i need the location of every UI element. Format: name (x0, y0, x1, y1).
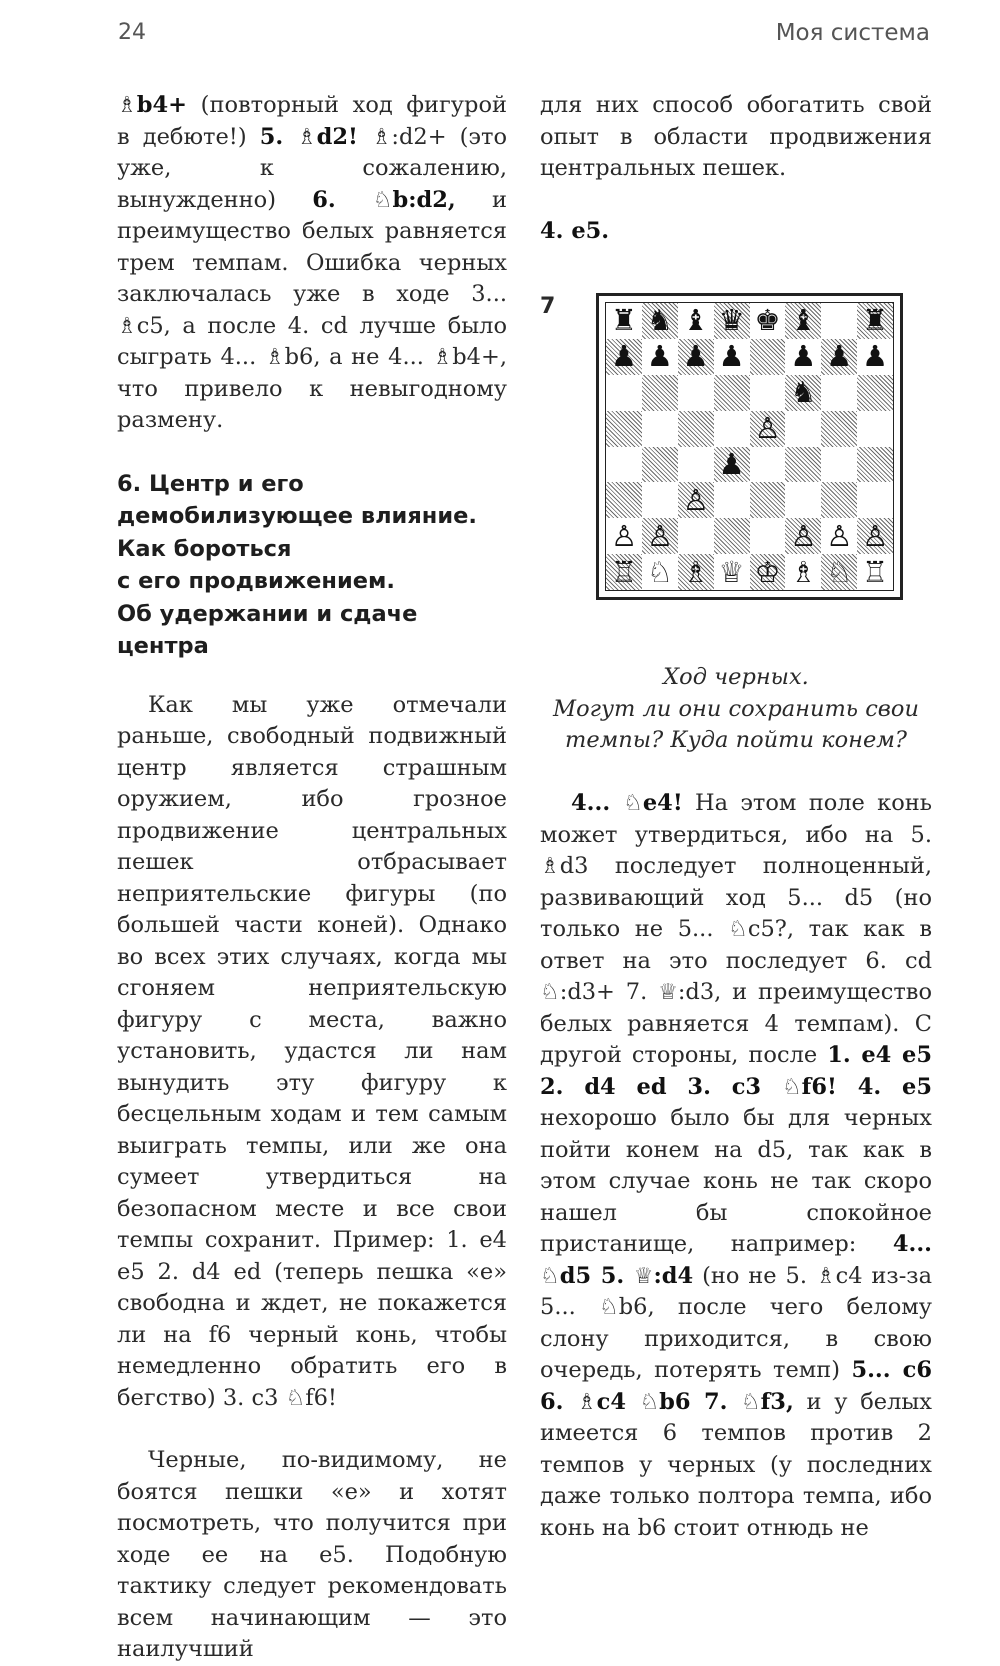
square-b4 (642, 447, 678, 483)
square-g1 (821, 554, 857, 590)
chess-piece-icon: ♗ (790, 554, 817, 589)
square-f8 (785, 303, 821, 339)
chess-board (605, 302, 894, 591)
square-h6 (857, 375, 893, 411)
chess-piece-icon: ♔ (754, 554, 781, 589)
move-notation: b4+ (136, 92, 187, 118)
square-c1 (678, 554, 714, 590)
chess-piece-icon: ♟ (826, 339, 853, 374)
square-h3 (857, 482, 893, 518)
text-run: нехорошо было бы для черных пойти конем на d5, так как в этом случае конь не так скоро нашел бы спокойное пристанище, например: (540, 1105, 932, 1257)
square-h8 (857, 303, 893, 339)
section-heading-line: с его продвижением. (117, 568, 395, 594)
chess-piece-icon: ♟ (682, 339, 709, 374)
text-run: d3 последует полноценный, развивающий ход 5... d5 (но только не 5... (540, 853, 932, 942)
square-e6 (750, 375, 786, 411)
text-run: Черные, по-видимому, не боятся пешки «е» и хотят посмотреть, что получится при ходе ее на e5. Подобную тактику следует рекомендовать всем начинающим — это наилучший (117, 1447, 507, 1662)
section-heading-line: 6. Центр и его (117, 470, 304, 497)
chess-piece-icon: ♙ (682, 482, 709, 517)
section-heading (117, 468, 507, 663)
square-g2 (821, 518, 857, 554)
diagram-caption (540, 662, 932, 757)
square-h5 (857, 411, 893, 447)
chess-piece-icon: ♗ (117, 93, 137, 118)
caption-line: Ход черных. (663, 664, 809, 690)
section-heading-line: демобилизующее влияние. (117, 503, 477, 529)
chess-piece-icon: ♞ (646, 303, 673, 338)
text-run: :d3, и преимущество белых равняется 4 темпам). С другой стороны, после (540, 979, 932, 1068)
square-c5 (678, 411, 714, 447)
chess-piece-icon: ♘ (372, 187, 393, 213)
caption-line: Могут ли они сохранить свои (553, 695, 919, 722)
square-g3 (821, 482, 857, 518)
diagram-number: 7 (540, 294, 556, 319)
chess-piece-icon: ♘ (599, 1295, 619, 1320)
chess-piece-icon: ♗ (432, 345, 453, 370)
move-line (540, 216, 932, 248)
chess-piece-icon: ♕ (718, 554, 745, 589)
chess-piece-icon: ♕ (658, 980, 678, 1005)
move-notation: 6. (312, 186, 373, 213)
chess-piece-icon: ♘ (540, 980, 560, 1005)
square-e5 (750, 411, 786, 447)
chess-piece-icon: ♙ (862, 518, 889, 553)
square-e8 (750, 303, 786, 339)
square-e7 (750, 339, 786, 375)
right-column-lower (540, 788, 932, 1544)
chess-piece-icon: ♖ (610, 554, 637, 589)
chess-piece-icon: ♘ (826, 554, 853, 589)
chess-piece-icon: ♗ (815, 1263, 836, 1289)
text-run: На этом поле конь может утвердиться, ибо на 5. (540, 790, 932, 848)
move-notation: 5... c6 6. (540, 1357, 932, 1415)
chess-piece-icon: ♖ (862, 554, 889, 589)
square-h2 (857, 518, 893, 554)
text-run: b4+, что привело к невыгодному размену. (117, 344, 508, 433)
chess-piece-icon: ♝ (682, 303, 709, 338)
square-f1 (785, 554, 821, 590)
chess-piece-icon: ♙ (610, 518, 637, 553)
square-a4 (606, 447, 642, 483)
chess-piece-icon: ♚ (754, 303, 781, 338)
text-run: Как мы уже отмечали раньше, свободный подвижный центр является страшным оружием, ибо грозное продвижение центральных пешек отбрасывает неприятельские фигуры (по большей части коней). Однако во всех этих случаях, когда мы сгоняем неприятельскую фигуру с места, важно установить, удастся ли нам вынудить эту фигуру к бесцельным ходам и тем самым выиграть темпы, или же она сумеет утвердиться на безопасном месте и все свои темпы сохранит. Пример: 1. e4 e5 2. d4 ed (теперь пешка «е» свободна и ждет, не покажется ли на f6 черный конь, чтобы немедленно обратить его в бегство) 3. c3 (117, 691, 507, 1411)
move-line-text: 4. e5. (540, 217, 610, 244)
square-b2 (642, 518, 678, 554)
caption-line: темпы? Куда пойти конем? (565, 727, 907, 753)
chess-piece-icon: ♙ (790, 518, 817, 553)
section-heading-line: Как бороться (117, 535, 292, 562)
square-f2 (785, 518, 821, 554)
text-run: c4 из-за 5... (540, 1262, 932, 1320)
chess-piece-icon: ♗ (371, 124, 392, 150)
left-column (117, 90, 507, 1666)
move-notation: 4... (571, 790, 624, 816)
chess-piece-icon: ♜ (610, 303, 637, 338)
square-b5 (642, 411, 678, 447)
square-f5 (785, 411, 821, 447)
text-run: (повторный ход фигурой в дебюте!) (117, 92, 507, 150)
left-paragraph-2 (117, 690, 507, 1415)
square-a6 (606, 375, 642, 411)
chess-piece-icon: ♟ (646, 339, 673, 374)
text-run: b6, после чего белому слону приходится, в свою очередь, потерять темп) (540, 1294, 932, 1383)
text-run: и преимущество белых равняется трем темпам. Ошибка черных заключалась уже в ходе 3... (117, 186, 508, 307)
square-e3 (750, 482, 786, 518)
square-b6 (642, 375, 678, 411)
square-e2 (750, 518, 786, 554)
chess-piece-icon: ♗ (576, 1389, 597, 1415)
square-h7 (857, 339, 893, 375)
move-notation: d5 5. (559, 1262, 634, 1289)
square-c8 (678, 303, 714, 339)
square-c6 (678, 375, 714, 411)
square-b7 (642, 339, 678, 375)
square-f7 (785, 339, 821, 375)
chess-piece-icon: ♟ (790, 339, 817, 374)
square-a3 (606, 482, 642, 518)
square-d6 (714, 375, 750, 411)
move-notation: 5. (259, 123, 297, 150)
square-d4 (714, 447, 750, 483)
square-b3 (642, 482, 678, 518)
square-e4 (750, 447, 786, 483)
text-run: для них способ обогатить свой опыт в области продвижения центральных пешек. (540, 92, 932, 181)
left-paragraph-3 (117, 1445, 507, 1666)
square-c2 (678, 518, 714, 554)
square-b1 (642, 554, 678, 590)
square-f6 (785, 375, 821, 411)
square-a5 (606, 411, 642, 447)
move-notation: e4! (642, 790, 683, 816)
square-c3 (678, 482, 714, 518)
square-b8 (642, 303, 678, 339)
square-e1 (750, 554, 786, 590)
move-notation: b:d2, (392, 186, 456, 213)
chess-piece-icon: ♘ (740, 1389, 761, 1415)
square-d2 (714, 518, 750, 554)
move-notation: :d4 (653, 1262, 694, 1289)
right-column (540, 90, 932, 247)
text-run: c5, а после 4. cd лучше было сыграть 4... (117, 312, 507, 370)
move-notation: c4 (596, 1388, 640, 1415)
page-number: 24 (118, 20, 146, 45)
text-run: :d3+ 7. (559, 979, 659, 1005)
square-a2 (606, 518, 642, 554)
square-a7 (606, 339, 642, 375)
square-g6 (821, 375, 857, 411)
move-notation: b6 7. (659, 1388, 741, 1415)
chess-piece-icon: ♗ (264, 345, 285, 370)
chess-piece-icon: ♙ (754, 411, 781, 446)
running-title: Моя система (775, 20, 930, 46)
square-d7 (714, 339, 750, 375)
chess-piece-icon: ♙ (826, 518, 853, 553)
left-paragraph-1 (117, 90, 507, 437)
chess-piece-icon: ♘ (623, 791, 643, 816)
chess-piece-icon: ♜ (862, 303, 889, 338)
text-run: f6! (305, 1384, 337, 1411)
square-f4 (785, 447, 821, 483)
chess-piece-icon: ♘ (781, 1074, 802, 1100)
square-a8 (606, 303, 642, 339)
chess-piece-icon: ♟ (718, 446, 745, 481)
text-run: c5?, так как в ответ на это последует 6. cd (540, 916, 933, 974)
text-run: (но не 5. (693, 1262, 816, 1289)
chess-diagram (596, 293, 903, 600)
square-h4 (857, 447, 893, 483)
section-heading-line: Об удержании и сдаче центра (117, 600, 418, 659)
chess-piece-icon: ♗ (296, 124, 317, 150)
square-g5 (821, 411, 857, 447)
chess-piece-icon: ♝ (790, 303, 817, 338)
text-run: и у белых имеется 6 темпов против 2 темпов у черных (у последних даже только полтора темпа, ибо конь на b6 стоит отнюдь не (540, 1388, 932, 1541)
square-c4 (678, 447, 714, 483)
square-g7 (821, 339, 857, 375)
square-d1 (714, 554, 750, 590)
text-run: b6, а не 4... (284, 344, 433, 370)
chess-piece-icon: ♙ (646, 518, 673, 553)
move-notation: 1. e4 e5 2. d4 ed 3. c3 (540, 1042, 932, 1100)
square-d3 (714, 482, 750, 518)
right-paragraph-2 (540, 788, 932, 1544)
chess-piece-icon: ♟ (862, 339, 889, 374)
square-a1 (606, 554, 642, 590)
chess-piece-icon: ♗ (117, 313, 137, 339)
chess-piece-icon: ♟ (718, 339, 745, 374)
square-f3 (785, 482, 821, 518)
text-run: :d2+ (это уже, к сожалению, вынужденно) (117, 123, 507, 213)
chess-piece-icon: ♘ (285, 1385, 306, 1411)
square-g4 (821, 447, 857, 483)
square-d5 (714, 411, 750, 447)
square-c7 (678, 339, 714, 375)
chess-piece-icon: ♕ (633, 1263, 654, 1289)
square-d8 (714, 303, 750, 339)
move-notation: d2! (316, 123, 372, 150)
chess-piece-icon: ♘ (728, 917, 748, 942)
square-h1 (857, 554, 893, 590)
chess-piece-icon: ♗ (540, 854, 560, 879)
move-notation: f3, (760, 1388, 794, 1415)
right-paragraph-1 (540, 90, 932, 185)
chess-piece-icon: ♛ (718, 303, 745, 338)
chess-piece-icon: ♞ (790, 375, 817, 410)
move-notation: 4... (892, 1231, 932, 1257)
chess-piece-icon: ♘ (540, 1263, 560, 1289)
move-notation: f6! 4. e5 (801, 1073, 933, 1100)
square-g8 (821, 303, 857, 339)
chess-piece-icon: ♗ (682, 554, 709, 589)
chess-piece-icon: ♟ (610, 339, 637, 374)
chess-piece-icon: ♘ (639, 1389, 660, 1415)
chess-piece-icon: ♘ (646, 554, 673, 589)
